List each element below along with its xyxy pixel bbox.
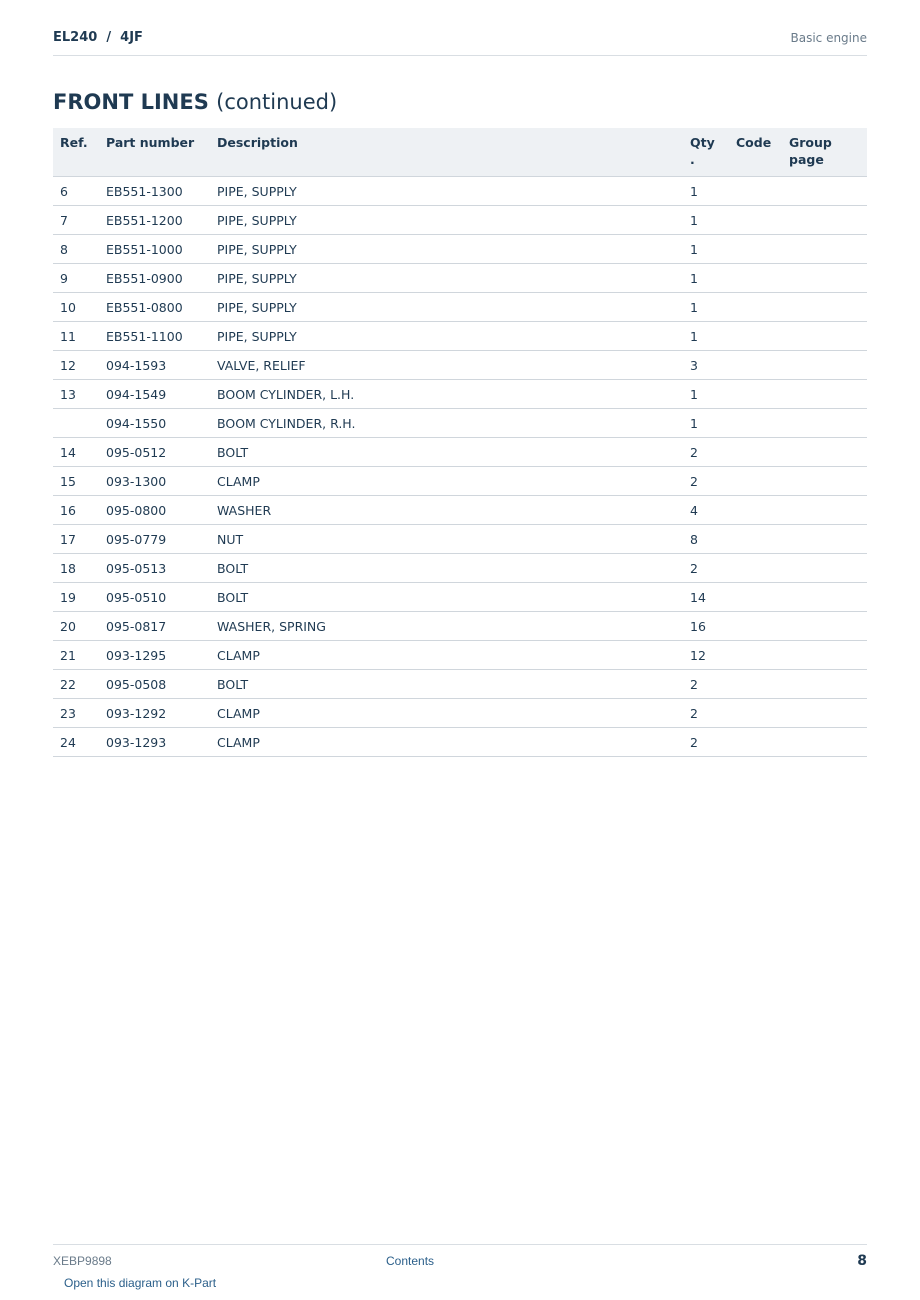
cell-group-page xyxy=(782,206,867,235)
cell-part-number: 095-0512 xyxy=(99,438,210,467)
table-row xyxy=(53,525,867,554)
cell-qty: 16 xyxy=(683,612,729,641)
cell-part-number: 093-1293 xyxy=(99,728,210,757)
cell-ref: 21 xyxy=(53,641,99,670)
cell-description: BOLT xyxy=(210,583,683,612)
cell-part-number: 093-1300 xyxy=(99,467,210,496)
cell-group-page xyxy=(782,264,867,293)
cell-qty: 2 xyxy=(683,728,729,757)
table-row xyxy=(53,293,867,322)
cell-ref: 12 xyxy=(53,351,99,380)
cell-code xyxy=(729,583,782,612)
table-row xyxy=(53,641,867,670)
cell-ref: 18 xyxy=(53,554,99,583)
cell-ref: 9 xyxy=(53,264,99,293)
col-header-part-number: Part number xyxy=(99,128,210,177)
page-number: 8 xyxy=(857,1253,867,1269)
table-row xyxy=(53,438,867,467)
cell-part-number: 094-1550 xyxy=(99,409,210,438)
page-title xyxy=(53,90,337,114)
cell-part-number: 093-1295 xyxy=(99,641,210,670)
cell-ref: 10 xyxy=(53,293,99,322)
parts-table-body xyxy=(53,177,867,757)
cell-qty: 2 xyxy=(683,438,729,467)
cell-part-number: 094-1549 xyxy=(99,380,210,409)
cell-group-page xyxy=(782,351,867,380)
cell-ref: 23 xyxy=(53,699,99,728)
table-row xyxy=(53,409,867,438)
cell-qty: 1 xyxy=(683,177,729,206)
cell-part-number: EB551-1300 xyxy=(99,177,210,206)
cell-ref: 13 xyxy=(53,380,99,409)
cell-qty: 1 xyxy=(683,380,729,409)
cell-group-page xyxy=(782,467,867,496)
page-footer xyxy=(53,1244,867,1275)
table-row xyxy=(53,177,867,206)
parts-table-header xyxy=(53,128,867,177)
cell-group-page xyxy=(782,525,867,554)
cell-description: PIPE, SUPPLY xyxy=(210,293,683,322)
cell-group-page xyxy=(782,409,867,438)
cell-ref: 22 xyxy=(53,670,99,699)
cell-description: WASHER, SPRING xyxy=(210,612,683,641)
cell-group-page xyxy=(782,583,867,612)
cell-group-page xyxy=(782,641,867,670)
table-row xyxy=(53,351,867,380)
col-header-code: Code xyxy=(729,128,782,177)
cell-group-page xyxy=(782,728,867,757)
cell-qty: 1 xyxy=(683,235,729,264)
cell-ref: 19 xyxy=(53,583,99,612)
document-id: XEBP9898 xyxy=(53,1254,112,1268)
cell-description: PIPE, SUPPLY xyxy=(210,177,683,206)
cell-description: CLAMP xyxy=(210,641,683,670)
table-row xyxy=(53,380,867,409)
cell-code xyxy=(729,612,782,641)
table-row xyxy=(53,612,867,641)
cell-code xyxy=(729,438,782,467)
table-row xyxy=(53,496,867,525)
cell-code xyxy=(729,496,782,525)
cell-ref: 8 xyxy=(53,235,99,264)
title-main: FRONT LINES xyxy=(53,90,209,114)
cell-part-number: 094-1593 xyxy=(99,351,210,380)
cell-qty: 1 xyxy=(683,409,729,438)
col-header-ref: Ref. xyxy=(53,128,99,177)
cell-qty: 12 xyxy=(683,641,729,670)
cell-qty: 2 xyxy=(683,670,729,699)
title-suffix: (continued) xyxy=(216,90,338,114)
cell-group-page xyxy=(782,438,867,467)
cell-group-page xyxy=(782,380,867,409)
cell-code xyxy=(729,380,782,409)
cell-code xyxy=(729,177,782,206)
header-row xyxy=(53,128,867,177)
cell-description: CLAMP xyxy=(210,699,683,728)
cell-group-page xyxy=(782,554,867,583)
cell-group-page xyxy=(782,496,867,525)
cell-part-number: 093-1292 xyxy=(99,699,210,728)
section-label: Basic engine xyxy=(790,31,867,45)
cell-qty: 1 xyxy=(683,322,729,351)
col-header-description: Description xyxy=(210,128,683,177)
cell-part-number: EB551-1000 xyxy=(99,235,210,264)
cell-ref: 7 xyxy=(53,206,99,235)
cell-code xyxy=(729,467,782,496)
cell-qty: 2 xyxy=(683,699,729,728)
cell-group-page xyxy=(782,670,867,699)
table-row xyxy=(53,322,867,351)
cell-code xyxy=(729,264,782,293)
table-row xyxy=(53,583,867,612)
cell-ref: 15 xyxy=(53,467,99,496)
model-label: EL240 / 4JF xyxy=(53,30,143,45)
cell-ref: 11 xyxy=(53,322,99,351)
table-row xyxy=(53,699,867,728)
cell-part-number: 095-0779 xyxy=(99,525,210,554)
parts-table xyxy=(53,128,867,757)
table-row xyxy=(53,206,867,235)
cell-part-number: 095-0800 xyxy=(99,496,210,525)
cell-code xyxy=(729,670,782,699)
cell-part-number: EB551-1100 xyxy=(99,322,210,351)
cell-part-number: 095-0817 xyxy=(99,612,210,641)
cell-group-page xyxy=(782,293,867,322)
cell-code xyxy=(729,525,782,554)
cell-ref xyxy=(53,409,99,438)
cell-code xyxy=(729,728,782,757)
cell-qty: 3 xyxy=(683,351,729,380)
cell-ref: 24 xyxy=(53,728,99,757)
table-row xyxy=(53,264,867,293)
cell-description: NUT xyxy=(210,525,683,554)
contents-link[interactable]: Contents xyxy=(386,1254,435,1268)
table-row xyxy=(53,554,867,583)
cell-group-page xyxy=(782,235,867,264)
cell-description: CLAMP xyxy=(210,467,683,496)
cell-code xyxy=(729,351,782,380)
col-header-group-page: Group page xyxy=(782,128,867,177)
col-header-qty: Qty . xyxy=(683,128,729,177)
cell-code xyxy=(729,641,782,670)
cell-description: BOOM CYLINDER, R.H. xyxy=(210,409,683,438)
cell-qty: 4 xyxy=(683,496,729,525)
cell-code xyxy=(729,322,782,351)
page-header xyxy=(53,28,867,56)
table-row xyxy=(53,467,867,496)
cell-group-page xyxy=(782,177,867,206)
cell-code xyxy=(729,235,782,264)
cell-code xyxy=(729,554,782,583)
cell-qty: 1 xyxy=(683,206,729,235)
cell-description: WASHER xyxy=(210,496,683,525)
table-row xyxy=(53,670,867,699)
cell-group-page xyxy=(782,612,867,641)
cell-description: BOOM CYLINDER, L.H. xyxy=(210,380,683,409)
cell-description: VALVE, RELIEF xyxy=(210,351,683,380)
cell-description: PIPE, SUPPLY xyxy=(210,264,683,293)
table-row xyxy=(53,235,867,264)
cell-ref: 14 xyxy=(53,438,99,467)
cell-group-page xyxy=(782,699,867,728)
cell-description: BOLT xyxy=(210,670,683,699)
cell-description: PIPE, SUPPLY xyxy=(210,206,683,235)
cell-description: PIPE, SUPPLY xyxy=(210,235,683,264)
cell-ref: 20 xyxy=(53,612,99,641)
cell-ref: 6 xyxy=(53,177,99,206)
cell-part-number: 095-0510 xyxy=(99,583,210,612)
cell-ref: 17 xyxy=(53,525,99,554)
cell-description: BOLT xyxy=(210,438,683,467)
cell-qty: 2 xyxy=(683,467,729,496)
cell-description: BOLT xyxy=(210,554,683,583)
cell-code xyxy=(729,206,782,235)
cell-code xyxy=(729,699,782,728)
cell-group-page xyxy=(782,322,867,351)
cell-qty: 14 xyxy=(683,583,729,612)
cell-part-number: EB551-0900 xyxy=(99,264,210,293)
cell-part-number: 095-0513 xyxy=(99,554,210,583)
cell-code xyxy=(729,293,782,322)
cell-part-number: 095-0508 xyxy=(99,670,210,699)
cell-qty: 2 xyxy=(683,554,729,583)
cell-part-number: EB551-0800 xyxy=(99,293,210,322)
cell-qty: 1 xyxy=(683,264,729,293)
cell-description: PIPE, SUPPLY xyxy=(210,322,683,351)
cell-qty: 1 xyxy=(683,293,729,322)
cell-qty: 8 xyxy=(683,525,729,554)
open-in-kpart-link[interactable]: Open this diagram on K-Part xyxy=(64,1276,217,1290)
cell-description: CLAMP xyxy=(210,728,683,757)
table-row xyxy=(53,728,867,757)
cell-part-number: EB551-1200 xyxy=(99,206,210,235)
cell-ref: 16 xyxy=(53,496,99,525)
cell-code xyxy=(729,409,782,438)
